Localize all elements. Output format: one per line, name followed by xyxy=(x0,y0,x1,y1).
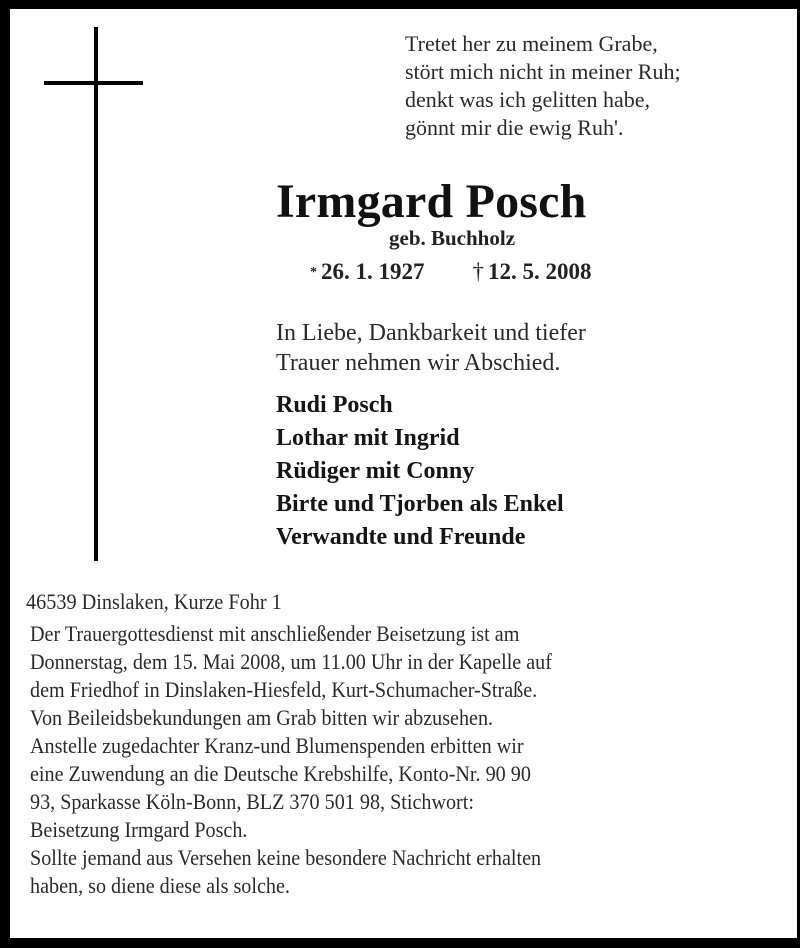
memorial-verse xyxy=(405,30,681,142)
birth-star-icon: * xyxy=(310,265,317,280)
mourner-name: Rüdiger mit Conny xyxy=(276,458,475,484)
verse-line: stört mich nicht in meiner Ruh; xyxy=(405,59,681,84)
farewell-line: Trauer nehmen wir Abschied. xyxy=(276,350,561,376)
farewell-line: In Liebe, Dankbarkeit und tiefer xyxy=(276,320,586,346)
verse-line: gönnt mir die ewig Ruh'. xyxy=(405,115,624,140)
details-line: 93, Sparkasse Köln-Bonn, BLZ 370 501 98, Stichwort: xyxy=(30,789,474,814)
details-line: Donnerstag, dem 15. Mai 2008, um 11.00 Uhr in der Kapelle auf xyxy=(30,649,552,674)
details-line: Anstelle zugedachter Kranz-und Blumenspenden erbitten wir xyxy=(30,733,524,758)
details-line: haben, so diene diese als solche. xyxy=(30,873,290,898)
family-address: 46539 Dinslaken, Kurze Fohr 1 xyxy=(26,589,282,614)
details-line: Beisetzung Irmgard Posch. xyxy=(30,817,248,842)
verse-line: denkt was ich gelitten habe, xyxy=(405,87,650,112)
details-line: eine Zuwendung an die Deutsche Krebshilfe, Konto-Nr. 90 90 xyxy=(30,761,531,786)
mourner-name: Verwandte und Freunde xyxy=(276,524,526,550)
birth-date: 26. 1. 1927 xyxy=(321,259,425,284)
death-date: 12. 5. 2008 xyxy=(488,259,592,284)
details-line: dem Friedhof in Dinslaken-Hiesfeld, Kurt-Schumacher-Straße. xyxy=(30,677,538,702)
details-line: Der Trauergottesdienst mit anschließender Beisetzung ist am xyxy=(30,621,520,646)
mourners-list xyxy=(276,389,564,554)
funeral-details xyxy=(30,620,552,900)
mourner-name: Rudi Posch xyxy=(276,392,393,418)
life-dates xyxy=(310,258,592,287)
details-line: Sollte jemand aus Versehen keine besondere Nachricht erhalten xyxy=(30,845,542,870)
details-line: Von Beileidsbekundungen am Grab bitten wir abzusehen. xyxy=(30,705,494,730)
death-dagger-icon: † xyxy=(472,259,484,284)
cross-icon-vertical-bar xyxy=(94,27,98,561)
farewell-message xyxy=(276,318,586,378)
cross-icon-horizontal-bar xyxy=(44,81,143,85)
mourner-name: Lothar mit Ingrid xyxy=(276,425,460,451)
maiden-name: geb. Buchholz xyxy=(389,226,516,250)
mourner-name: Birte und Tjorben als Enkel xyxy=(276,491,564,517)
deceased-name: Irmgard Posch xyxy=(276,175,587,228)
verse-line: Tretet her zu meinem Grabe, xyxy=(405,31,658,56)
